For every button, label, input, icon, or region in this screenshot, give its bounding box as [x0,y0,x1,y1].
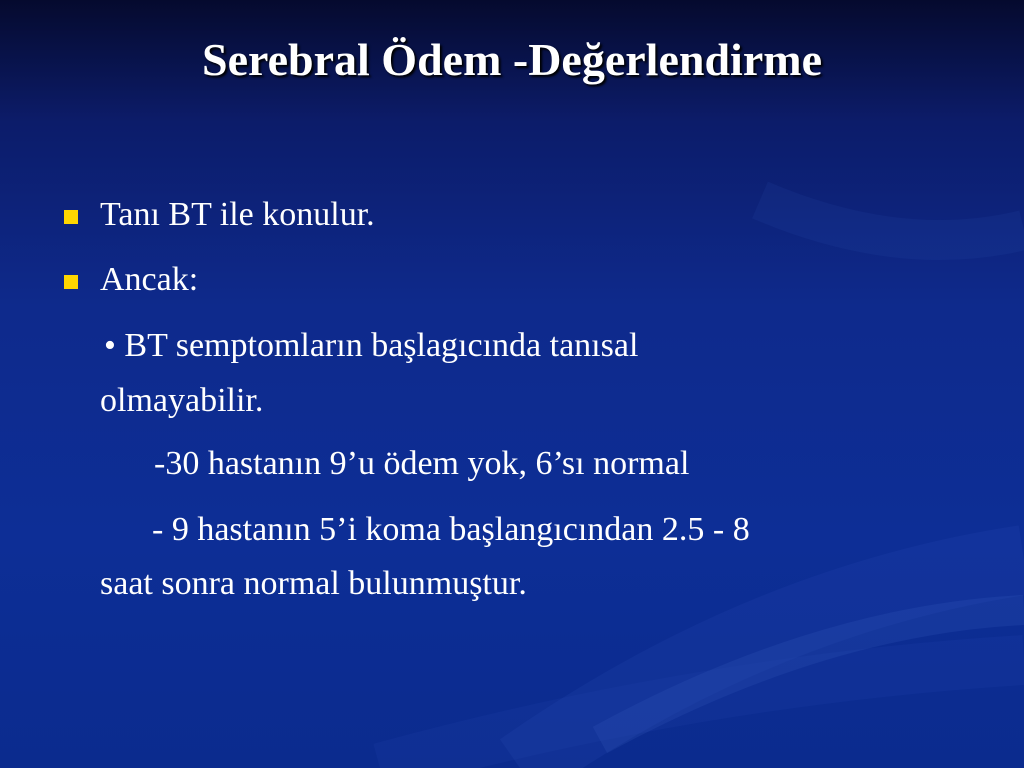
square-bullet-icon [64,210,78,224]
detail-line-3: saat sonra normal bulunmuştur. [100,565,527,602]
slide-title: Serebral Ödem -Değerlendirme [202,34,822,85]
detail-line-1: -30 hastanın 9’u ödem yok, 6’sı normal [154,445,690,482]
sub-bullet-line-2: olmayabilir. [100,382,264,419]
bullet-item-1: Tanı BT ile konulur. [100,196,375,233]
square-bullet-icon [64,275,78,289]
bullet-item-2: Ancak: [100,261,199,298]
sub-bullet-line-1: • BT semptomların başlagıcında tanısal [104,327,639,364]
detail-line-2: - 9 hastanın 5’i koma başlangıcından 2.5 - 8 [152,511,750,548]
